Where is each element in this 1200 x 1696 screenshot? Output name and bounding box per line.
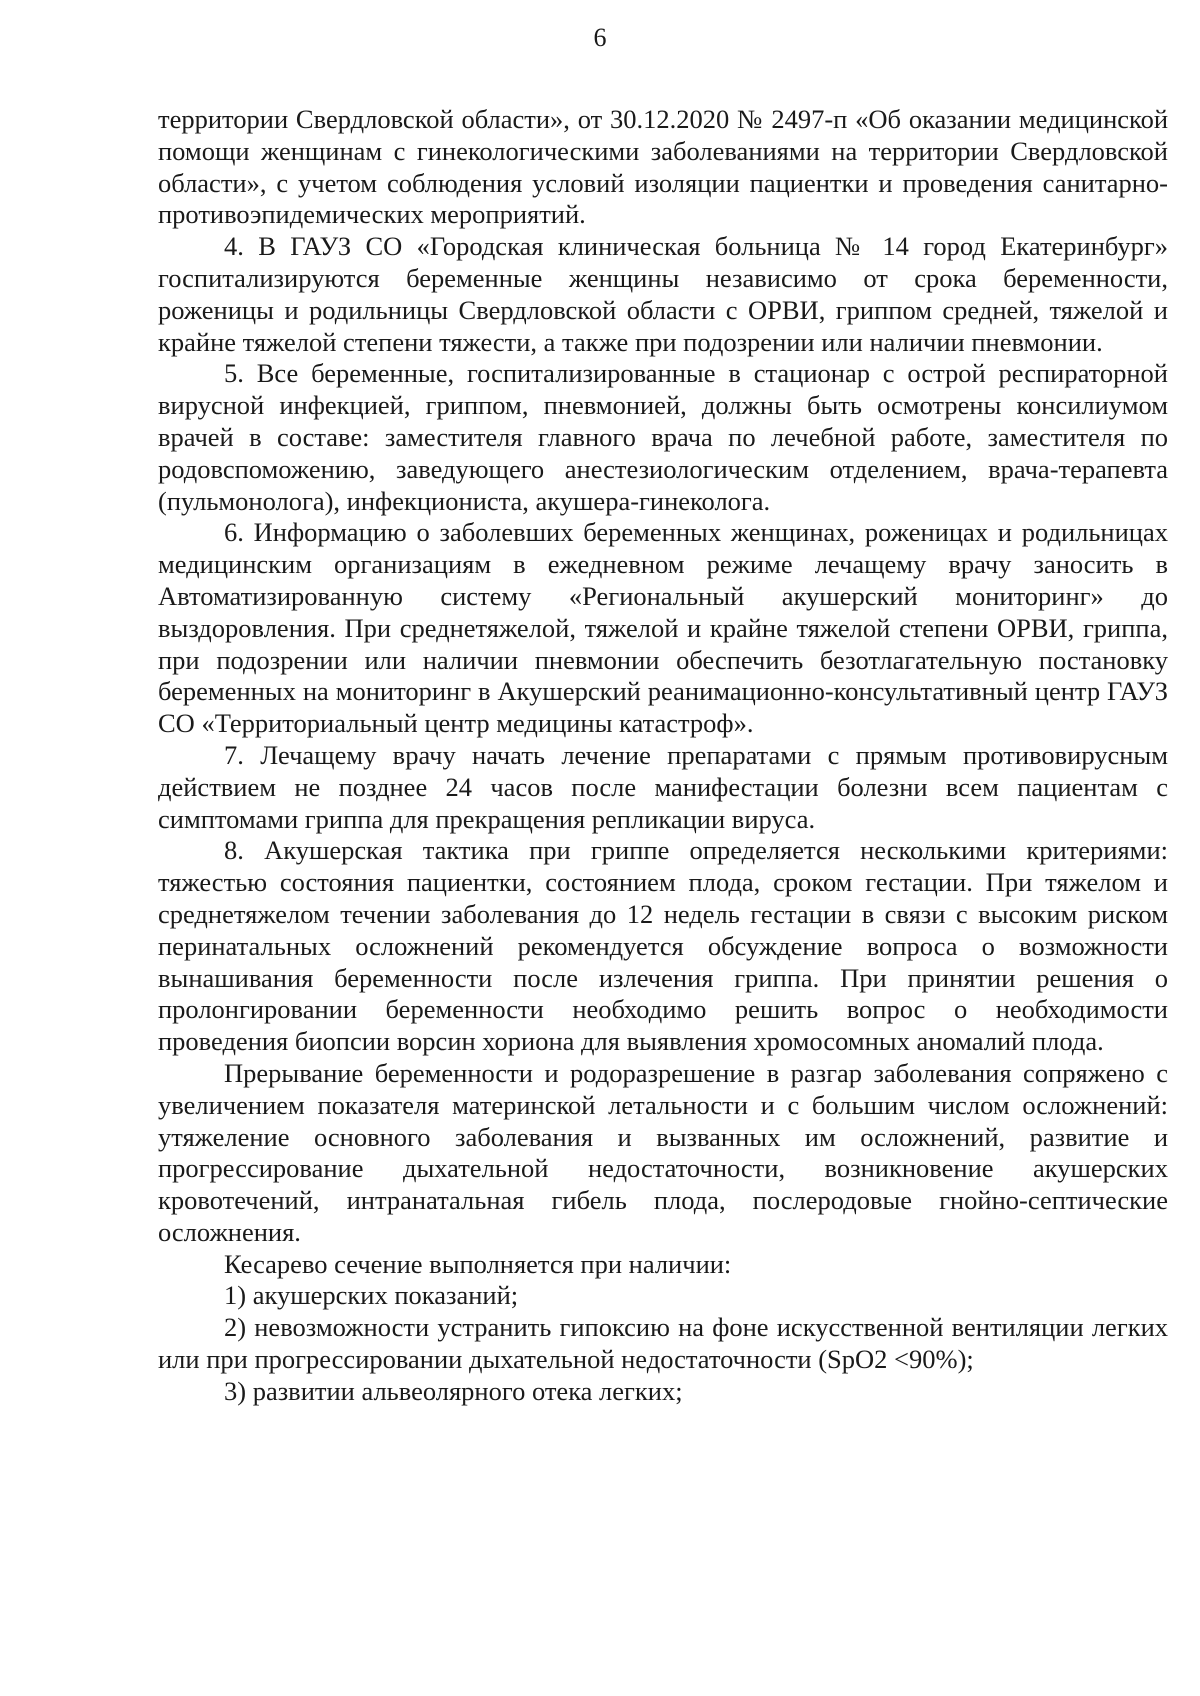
list-item-1: 1) акушерских показаний; — [224, 1280, 519, 1311]
paragraph-termination: Прерывание беременности и родоразрешение в разгар заболевания сопряжено с увеличением показателя материнской летальности и с большим числом осложнений: утяжеление основного заболевания и вызванных им осложнений, развитие и прогрессирование дыхательной недостаточности, возникновение акушерских кровотечений, интранатальная гибель плода, послеродовые гнойно-септические осложнения. — [158, 1057, 1168, 1247]
paragraph-item-4: 4. В ГАУЗ СО «Городская клиническая больница № 14 город Екатеринбург» госпитализируются беременные женщины независимо от срока беременности, роженицы и родильницы Свердловской области с ОРВИ, гриппом средней, тяжелой и крайне тяжелой степени тяжести, а также при подозрении или наличии пневмонии. — [158, 231, 1168, 357]
page-number: 6 — [593, 23, 607, 52]
paragraph-cesarean-intro: Кесарево сечение выполняется при наличии: — [224, 1248, 732, 1279]
list-item-2: 2) невозможности устранить гипоксию на фоне искусственной вентиляции легких или при прогрессировании дыхательной недостаточности (SpO2 <90%); — [158, 1312, 1168, 1375]
paragraph-item-5: 5. Все беременные, госпитализированные в стационар с острой респираторной вирусной инфекцией, гриппом, пневмонией, должны быть осмотрены консилиумом врачей в составе: заместителя главного врача по лечебной работе, заместителя по родовспоможению, заведующего анестезиологическим отделением, врача-терапевта (пульмонолога), инфекциониста, акушера-гинеколога. — [158, 358, 1168, 516]
list-item-3: 3) развитии альвеолярного отека легких; — [224, 1375, 683, 1406]
paragraph-continuation: территории Свердловской области», от 30.12.2020 № 2497-п «Об оказании медицинской помощи женщинам с гинекологическими заболеваниями на территории Свердловской области», с учетом соблюдения условий изоляции пациентки и проведения санитарно-противоэпидемических мероприятий. — [158, 104, 1168, 230]
paragraph-item-7: 7. Лечащему врачу начать лечение препаратами с прямым противовирусным действием не позднее 24 часов после манифестации болезни всем пациентам с симптомами гриппа для прекращения репликации вируса. — [158, 739, 1168, 834]
paragraph-item-6: 6. Информацию о заболевших беременных женщинах, роженицах и родильницах медицинским организациям в ежедневном режиме лечащему врачу заносить в Автоматизированную систему «Региональный акушерский мониторинг» до выздоровления. При среднетяжелой, тяжелой и крайне тяжелой степени ОРВИ, гриппа, при подозрении или наличии пневмонии обеспечить безотлагательную постановку беременных на мониторинг в Акушерский реанимационно-консультативный центр ГАУЗ СО «Территориальный центр медицины катастроф». — [158, 517, 1168, 739]
paragraph-item-8: 8. Акушерская тактика при гриппе определяется несколькими критериями: тяжестью состояния пациентки, состоянием плода, сроком гестации. При тяжелом и среднетяжелом течении заболевания до 12 недель гестации в связи с высоким риском перинатальных осложнений рекомендуется обсуждение вопроса о возможности вынашивания беременности после излечения гриппа. При принятии решения о пролонгировании беременности необходимо решить вопрос о необходимости проведения биопсии ворсин хориона для выявления хромосомных аномалий плода. — [158, 835, 1168, 1057]
document-body — [158, 104, 1168, 1408]
